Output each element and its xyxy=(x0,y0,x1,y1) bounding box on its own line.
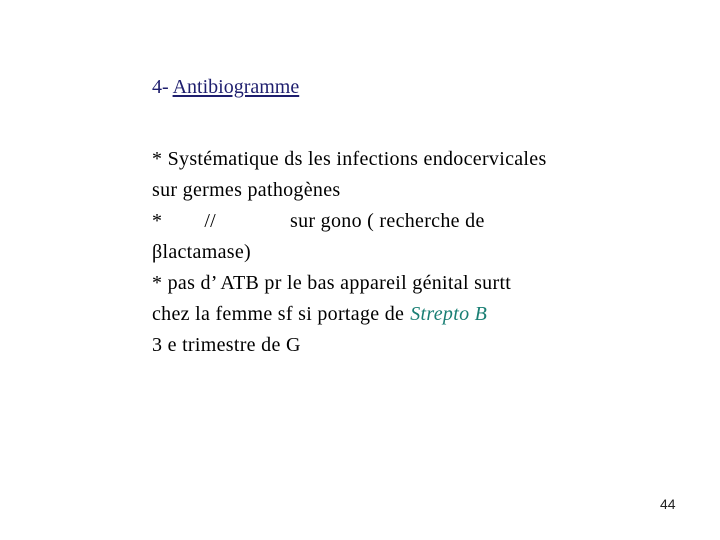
body-line-6-text: chez la femme sf si portage de xyxy=(152,303,405,325)
ditto-mark: // xyxy=(204,210,217,232)
bullet-marker: * xyxy=(152,210,163,232)
body-line-6 xyxy=(152,299,632,330)
slide-heading xyxy=(152,76,299,99)
body-line-7: 3 e trimestre de G xyxy=(152,334,301,356)
heading-number: 4- xyxy=(152,76,169,98)
body-line-4: βlactamase) xyxy=(152,241,251,263)
body-line-3 xyxy=(152,206,632,237)
body-line-2: sur germes pathogènes xyxy=(152,179,341,201)
slide-body xyxy=(152,144,632,361)
body-line-3-text: sur gono ( recherche de xyxy=(290,210,485,232)
heading-title: Antibiogramme xyxy=(172,76,300,98)
strepto-b-term: Strepto B xyxy=(410,303,488,325)
page-number: 44 xyxy=(660,496,676,512)
body-line-5: * pas d’ ATB pr le bas appareil génital surtt xyxy=(152,272,512,294)
body-line-1: * Systématique ds les infections endocervicales xyxy=(152,148,547,170)
